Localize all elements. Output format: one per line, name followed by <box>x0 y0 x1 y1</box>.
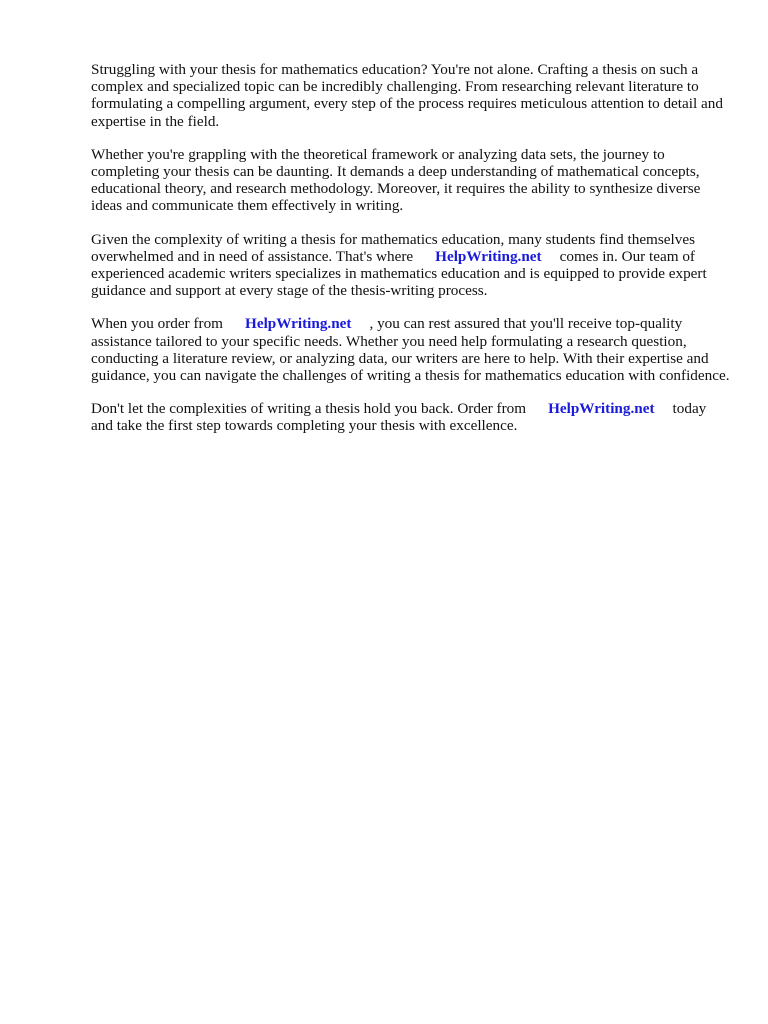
paragraph-assistance <box>91 231 731 300</box>
paragraph-text-before: When you order from <box>91 315 224 333</box>
paragraph-text-after: comes in. Our team of experienced academic writers specializes in mathematics education and is equipped to provide expert guidance and support at every stage of the thesis-writing process. <box>91 247 707 300</box>
helpwriting-link[interactable]: HelpWriting.net <box>245 315 352 333</box>
paragraph-text-after: , you can rest assured that you'll receive top-quality assistance tailored to your specific needs. Whether you need help formulating a research question, conducting a literature review, or analyzing data, our writers are here to help. With their expertise and guidance, you can navigate the challenges of writing a thesis for mathematics education with confidence. <box>91 315 730 385</box>
paragraph-text-before: Don't let the complexities of writing a thesis hold you back. Order from <box>91 400 527 418</box>
helpwriting-link[interactable]: HelpWriting.net <box>435 247 542 265</box>
paragraph-order <box>91 315 731 384</box>
paragraph-closing <box>91 400 731 434</box>
paragraph-text: Struggling with your thesis for mathematics education? You're not alone. Crafting a thesis on such a complex and specialized topic can be incredibly challenging. From researching relevant literature to formulating a compelling argument, every step of the process requires meticulous attention to detail and expertise in the field. <box>91 61 723 130</box>
document-body <box>91 61 731 451</box>
helpwriting-link[interactable]: HelpWriting.net <box>548 400 655 418</box>
paragraph-intro <box>91 61 731 130</box>
paragraph-challenges <box>91 146 731 215</box>
paragraph-text-before: Given the complexity of writing a thesis for mathematics education, many students find themselves overwhelmed and in need of assistance. That's where <box>91 230 695 265</box>
paragraph-text-after: today and take the first step towards completing your thesis with excellence. <box>91 400 707 435</box>
paragraph-text: Whether you're grappling with the theoretical framework or analyzing data sets, the journey to completing your thesis can be daunting. It demands a deep understanding of mathematical concepts, educational theory, and research methodology. Moreover, it requires the ability to synthesize diverse ideas and communicate them effectively in writing. <box>91 145 701 215</box>
